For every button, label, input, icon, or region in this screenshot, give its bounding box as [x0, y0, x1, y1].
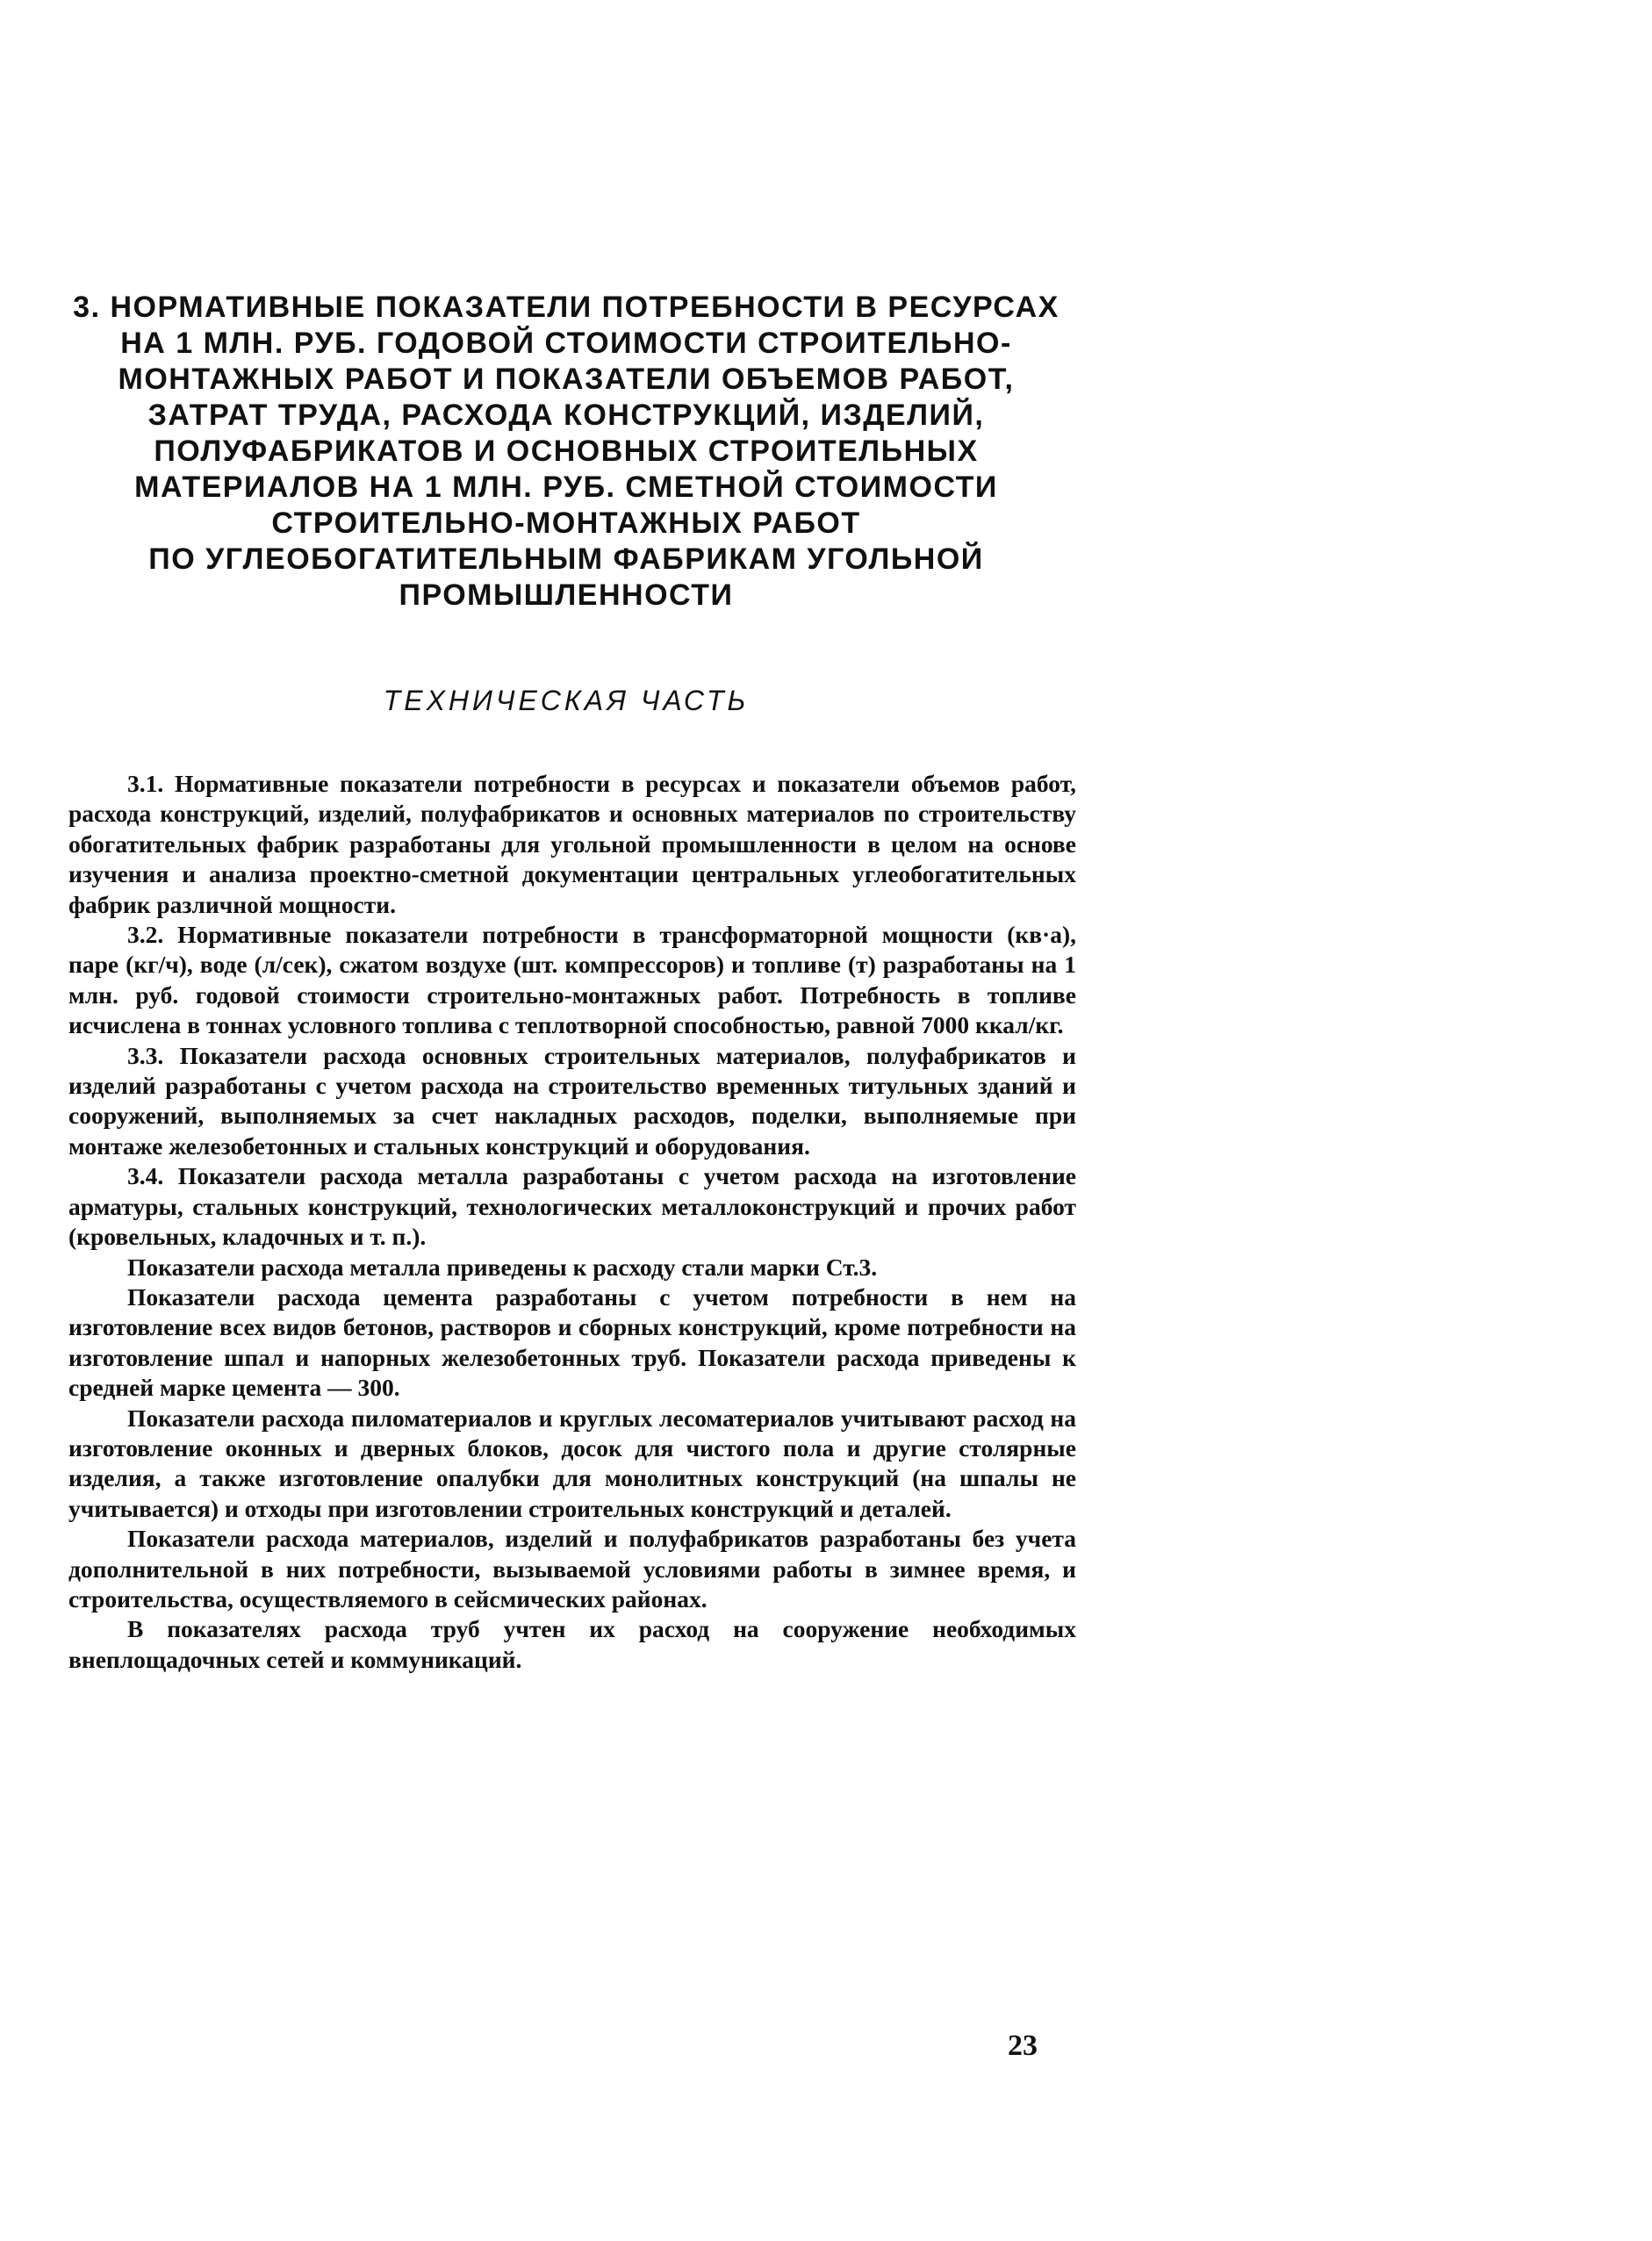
- paragraph-cement: Показатели расхода цемента разработаны с учетом потребности в нем на изготовление всех видов бетонов, растворов и сборных конструкций, кроме потребности на изготовление шпал и напорных железобетонных труб. Показатели расхода приведены к средней марке цемента — 300.: [68, 1282, 1076, 1402]
- subsection-title: ТЕХНИЧЕСКАЯ ЧАСТЬ: [383, 685, 750, 716]
- heading-line: НА 1 МЛН. РУБ. ГОДОВОЙ СТОИМОСТИ СТРОИТЕЛЬНО-: [120, 327, 1012, 360]
- heading-line: ЗАТРАТ ТРУДА, РАСХОДА КОНСТРУКЦИЙ, ИЗДЕЛИЙ,: [147, 399, 985, 432]
- heading-line: МАТЕРИАЛОВ НА 1 МЛН. РУБ. СМЕТНОЙ СТОИМОСТИ: [134, 470, 998, 504]
- body-text: [68, 769, 1076, 1675]
- page-number: 23: [1008, 2029, 1038, 2062]
- heading-line: СТРОИТЕЛЬНО-МОНТАЖНЫХ РАБОТ: [271, 506, 861, 540]
- paragraph-3-2: 3.2. Нормативные показатели потребности в трансформаторной мощности (кв·а), паре (кг/ч), воде (л/сек), сжатом воздухе (шт. компрессоров) и топливе (т) разработаны на 1 млн. руб. годовой стоимости строительно-монтажных работ. Потребность в топливе исчислена в тоннах условного топлива с теплотворной способностью, равной 7000 ккал/кг.: [68, 921, 1076, 1039]
- paragraph-3-3: 3.3. Показатели расхода основных строительных материалов, полуфабрикатов и изделий разработаны с учетом расхода на строительство временных титульных зданий и сооружений, выполняемых за счет накладных расходов, поделки, выполняемые при монтаже железобетонных и стальных конструкций и оборудования.: [68, 1041, 1076, 1160]
- paragraph-3-4: 3.4. Показатели расхода металла разработаны с учетом расхода на изготовление арматуры, стальных конструкций, технологических металлоконструкций и прочих работ (кровельных, кладочных и т. п.).: [68, 1162, 1076, 1251]
- paragraph-metal-steel: Показатели расхода металла приведены к расходу стали марки Ст.3.: [127, 1253, 878, 1281]
- paragraph-materials: Показатели расхода материалов, изделий и полуфабрикатов разработаны без учета дополнительной в них потребности, вызываемой условиями работы в зимнее время, и строительства, осуществляемого в сейсмических районах.: [68, 1525, 1076, 1613]
- heading-line: МОНТАЖНЫХ РАБОТ И ПОКАЗАТЕЛИ ОБЪЕМОВ РАБОТ,: [118, 363, 1015, 396]
- heading-line: ПО УГЛЕОБОГАТИТЕЛЬНЫМ ФАБРИКАМ УГОЛЬНОЙ: [148, 542, 984, 576]
- paragraph-3-1: 3.1. Нормативные показатели потребности в ресурсах и показатели объемов работ, расхода конструкций, изделий, полуфабрикатов и основных материалов по строительству обогатительных фабрик разработаны для угольной промышленности в целом на основе изучения и анализа проектно-сметной документации центральных углеобогатительных фабрик различной мощности.: [68, 770, 1076, 918]
- paragraph-lumber: Показатели расхода пиломатериалов и круглых лесоматериалов учитывают расход на изготовление оконных и дверных блоков, досок для чистого пола и другие столярные изделия, а также изготовление опалубки для монолитных конструкций (на шпалы не учитывается) и отходы при изготовлении строительных конструкций и деталей.: [68, 1404, 1076, 1522]
- heading-line: ПРОМЫШЛЕННОСТИ: [399, 578, 734, 612]
- paragraph-pipes: В показателях расхода труб учтен их расход на сооружение необходимых внеплощадочных сетей и коммуникаций.: [68, 1615, 1076, 1673]
- heading-line: ПОЛУФАБРИКАТОВ И ОСНОВНЫХ СТРОИТЕЛЬНЫХ: [154, 435, 979, 468]
- section-heading: [61, 290, 1071, 614]
- heading-line: 3. НОРМАТИВНЫЕ ПОКАЗАТЕЛИ ПОТРЕБНОСТИ В РЕСУРСАХ: [73, 291, 1059, 324]
